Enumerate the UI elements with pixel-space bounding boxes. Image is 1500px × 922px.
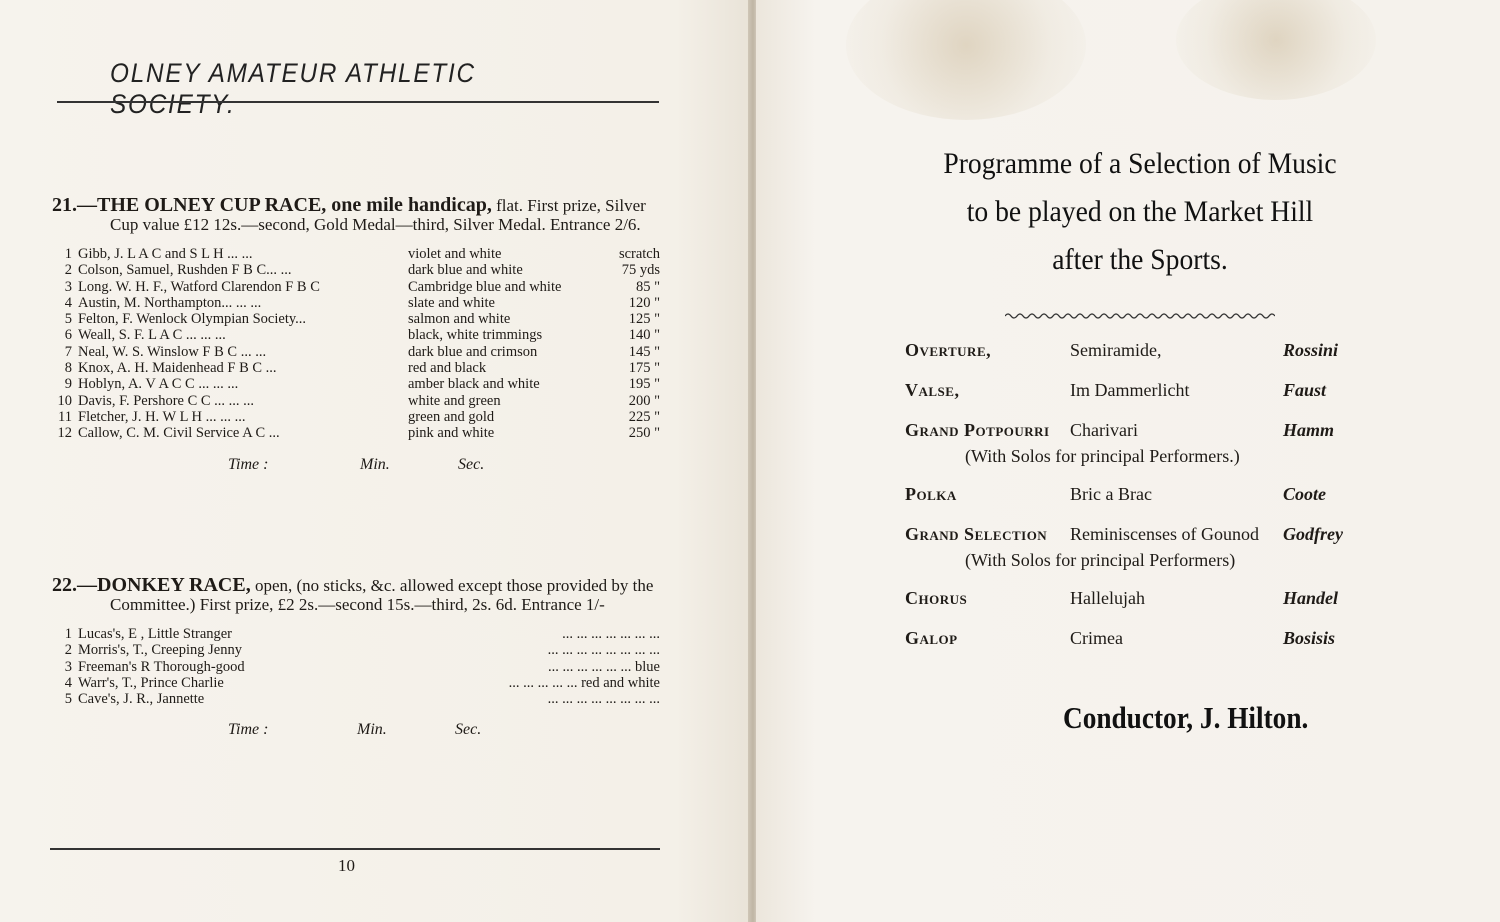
club-colours: white and green (408, 392, 501, 409)
entry-number: 5 (64, 311, 72, 328)
entry-number: 12 (57, 425, 72, 442)
handicap: 125 " (628, 311, 660, 328)
competitor: Weall, S. F. L A C ... ... ... (78, 327, 226, 344)
competitor: Fletcher, J. H. W L H ... ... ... (78, 408, 246, 425)
event-details: open, (no sticks, &c. allowed except those provided by the Committee.) First prize, £2 2s.—second 15s.—third, 2s. 6d. Entrance 1/- (110, 576, 654, 614)
dot-leader: ... ... ... ... ... ... (548, 658, 632, 675)
page-number: 10 (338, 856, 355, 875)
music-composer: Faust (1283, 380, 1327, 400)
club-colours: salmon and white (408, 311, 511, 328)
handicap: 200 " (628, 392, 660, 409)
club-colours: red and black (408, 360, 487, 377)
handicap: 225 " (628, 408, 660, 425)
handicap: 195 " (628, 376, 660, 393)
title-line: after the Sports. (1052, 243, 1228, 276)
handicap: 75 yds (621, 262, 660, 279)
entry-colours: blue (635, 658, 660, 675)
sec-label: Sec. (458, 455, 485, 473)
competitor: Callow, C. M. Civil Service A C ... (78, 425, 280, 442)
entry-number: 10 (57, 392, 72, 409)
title-line: to be played on the Market Hill (966, 195, 1314, 228)
music-piece: Reminiscenses of Gounod (1070, 524, 1259, 544)
music-piece: Charivari (1070, 420, 1138, 440)
donkey-entry: Freeman's R Thorough-good (78, 658, 245, 675)
entry-row (52, 659, 660, 675)
entry-number: 2 (64, 642, 72, 659)
entry-row (52, 642, 660, 658)
club-colours: violet and white (408, 246, 502, 262)
club-colours: green and gold (408, 408, 495, 425)
entry-colours: red and white (581, 674, 660, 691)
entry-row (52, 279, 660, 295)
entry-leader (328, 659, 660, 675)
competitor: Austin, M. Northampton... ... ... (78, 294, 262, 311)
competitor: Colson, Samuel, Rushden F B C... ... (78, 262, 292, 279)
water-stain (846, 0, 1086, 120)
club-colours: dark blue and white (408, 262, 523, 279)
entry-number: 1 (64, 246, 72, 262)
handicap: 85 " (635, 278, 660, 295)
sec-label: Sec. (455, 721, 482, 739)
entry-number: 4 (64, 674, 72, 691)
handicap: 145 " (628, 343, 660, 360)
music-item (905, 380, 1355, 406)
competitor: Gibb, J. L A C and S L H ... ... (78, 246, 253, 262)
club-colours: amber black and white (408, 376, 540, 393)
entry-row (52, 393, 660, 409)
music-programme (905, 340, 1355, 654)
entry-number: 8 (64, 360, 72, 377)
event-description (52, 576, 660, 614)
entry-row (52, 344, 660, 360)
music-piece: Semiramide, (1070, 340, 1162, 360)
time-row (52, 721, 660, 741)
music-piece: Im Dammerlicht (1070, 380, 1190, 400)
entry-number: 4 (64, 294, 72, 311)
competitor: Long. W. H. F., Watford Clarendon F B C (78, 278, 320, 295)
club-colours: black, white trimmings (408, 327, 543, 344)
event-name: DONKEY RACE, (97, 574, 251, 596)
competitor: Davis, F. Pershore C C ... ... ... (78, 392, 255, 409)
music-item (905, 628, 1355, 654)
music-item (905, 588, 1355, 614)
event-number: 21.— (52, 194, 97, 216)
donkey-entry: Cave's, J. R., Jannette (78, 691, 205, 708)
club-colours: slate and white (408, 294, 495, 311)
event-22 (52, 576, 660, 741)
event-description (52, 196, 660, 234)
entry-row (52, 425, 660, 441)
music-composer: Hamm (1283, 420, 1335, 440)
donkey-entry: Morris's, T., Creeping Jenny (78, 642, 242, 659)
running-header: OLNEY AMATEUR ATHLETIC SOCIETY. (110, 58, 476, 119)
music-type: Polka (905, 484, 957, 504)
music-composer: Coote (1283, 484, 1326, 504)
time-row (52, 456, 660, 476)
handicap: 120 " (628, 294, 660, 311)
dot-leader: ... ... ... ... ... ... ... ... (547, 642, 660, 659)
entry-number: 2 (64, 262, 72, 279)
entry-number: 7 (64, 343, 72, 360)
competitor: Neal, W. S. Winslow F B C ... ... (78, 343, 267, 360)
music-item (905, 340, 1355, 366)
entry-leader (328, 626, 660, 642)
programme-title (924, 140, 1356, 284)
music-item (905, 420, 1355, 446)
club-colours: Cambridge blue and white (408, 278, 562, 295)
entry-leader (328, 691, 660, 707)
music-type: Valse, (905, 380, 960, 400)
entry-row (52, 327, 660, 343)
entry-number: 9 (64, 376, 72, 393)
water-stain (1176, 0, 1376, 100)
entry-number: 1 (64, 626, 72, 642)
min-label: Min. (357, 721, 387, 739)
music-type: Grand Selection (905, 524, 1048, 544)
entry-list (52, 626, 660, 707)
donkey-entry: Lucas's, E , Little Stranger (78, 626, 233, 642)
entry-row (52, 691, 660, 707)
entry-row (52, 376, 660, 392)
min-label: Min. (360, 455, 390, 473)
music-composer: Rossini (1283, 340, 1339, 360)
footer-rule (50, 848, 660, 850)
time-label: Time : (228, 721, 269, 739)
dot-leader: ... ... ... ... ... ... ... ... (547, 691, 660, 708)
handicap: 175 " (628, 360, 660, 377)
event-details: flat. First prize, Silver Cup value £12 12s.—second, Gold Medal—third, Silver Medal. Entrance 2/6. (110, 196, 646, 234)
entry-row (52, 246, 660, 262)
music-type: Chorus (905, 588, 968, 608)
event-name: THE OLNEY CUP RACE, one mile handicap, (97, 194, 492, 216)
conductor: Conductor, J. Hilton. (1063, 700, 1309, 735)
time-label: Time : (228, 455, 269, 473)
entry-leader (328, 675, 660, 691)
handicap: scratch (618, 246, 660, 262)
music-item (905, 484, 1355, 510)
handicap: 250 " (628, 425, 660, 442)
music-piece: Crimea (1070, 628, 1123, 648)
music-composer: Handel (1283, 588, 1339, 608)
handicap: 140 " (628, 327, 660, 344)
music-type: Grand Potpourri (905, 420, 1050, 440)
entry-number: 11 (58, 408, 72, 425)
title-line: Programme of a Selection of Music (943, 147, 1337, 180)
entry-row (52, 295, 660, 311)
club-colours: pink and white (408, 425, 495, 442)
music-type: Galop (905, 628, 958, 648)
entry-row (52, 409, 660, 425)
entry-row (52, 311, 660, 327)
dot-leader: ... ... ... ... ... ... ... (562, 626, 660, 642)
competitor: Knox, A. H. Maidenhead F B C ... (78, 360, 277, 377)
entry-row (52, 262, 660, 278)
entry-row (52, 360, 660, 376)
music-item (905, 524, 1355, 550)
music-piece: Bric a Brac (1070, 484, 1152, 504)
club-colours: dark blue and crimson (408, 343, 538, 360)
entry-number: 6 (64, 327, 72, 344)
dot-leader: ... ... ... ... ... (508, 674, 578, 691)
entry-row (52, 675, 660, 691)
music-type: Overture, (905, 340, 992, 360)
event-21 (52, 196, 660, 476)
competitor: Felton, F. Wenlock Olympian Society... (78, 311, 307, 328)
entry-list (52, 246, 660, 442)
music-composer: Bosisis (1283, 628, 1336, 648)
entry-number: 3 (64, 658, 72, 675)
entry-leader (328, 642, 660, 658)
competitor: Hoblyn, A. V A C C ... ... ... (78, 376, 239, 393)
music-note: (With Solos for principal Performers.) (965, 446, 1240, 466)
entry-number: 3 (64, 278, 72, 295)
music-composer: Godfrey (1283, 524, 1343, 544)
entry-row (52, 626, 660, 642)
event-number: 22.— (52, 574, 97, 596)
entry-number: 5 (64, 691, 72, 708)
music-note: (With Solos for principal Performers) (965, 550, 1236, 570)
donkey-entry: Warr's, T., Prince Charlie (78, 674, 224, 691)
header-rule (57, 101, 659, 103)
music-piece: Hallelujah (1070, 588, 1145, 608)
wavy-divider (1005, 310, 1275, 322)
